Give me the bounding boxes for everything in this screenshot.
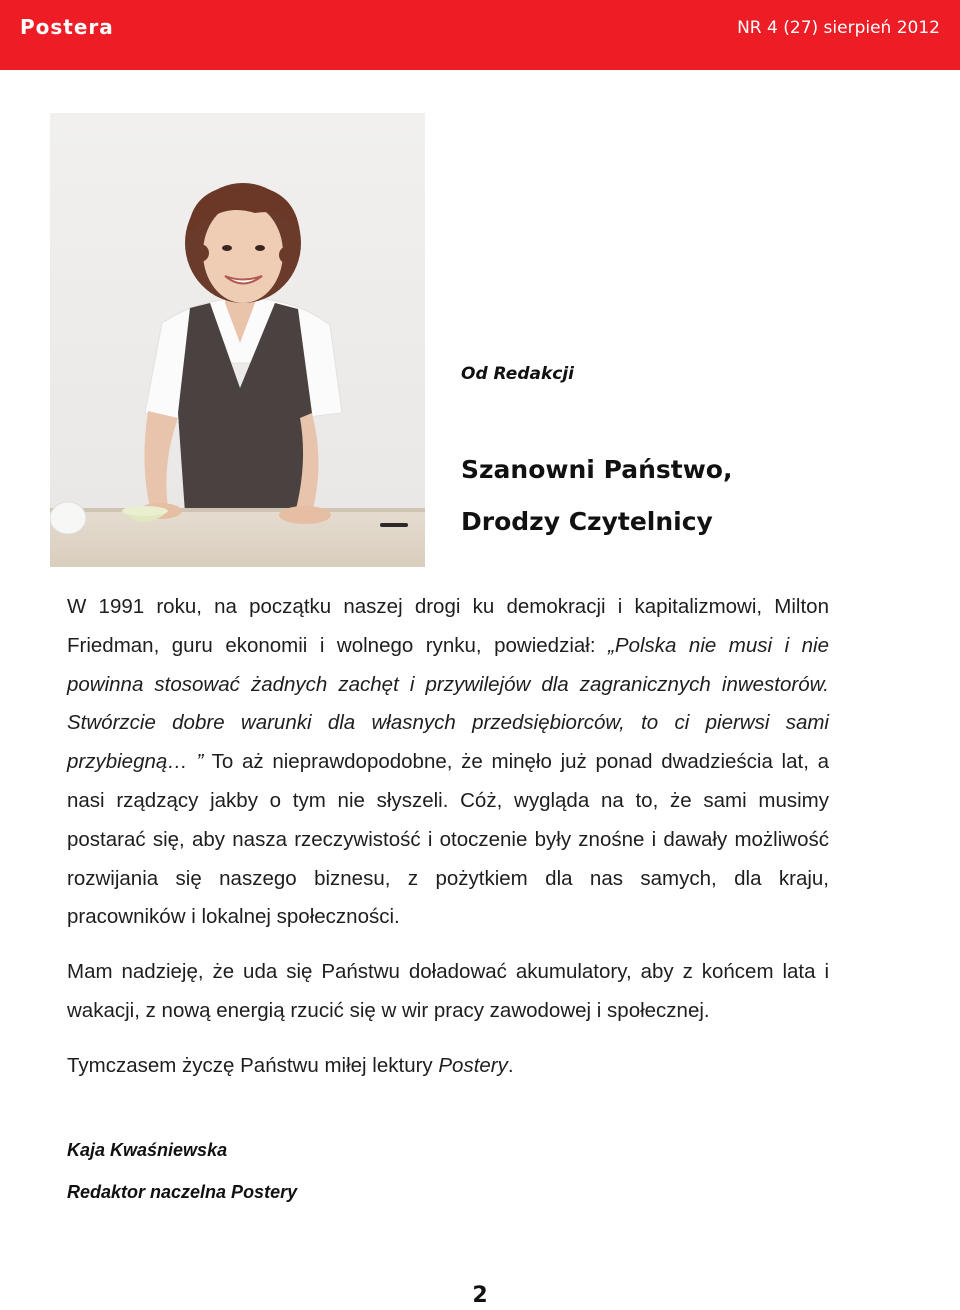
paragraph-3-start: Tymczasem życzę Państwu miłej lektury (67, 1053, 439, 1077)
paragraph-3-end: . (507, 1053, 514, 1077)
paragraph-3 (67, 1047, 829, 1086)
friedman-quote: „Polska nie musi i nie powinna stosować żadnych zachęt i przywilejów dla zagranicznych inwestorów. Stwórzcie dobre warunki dla własnych przedsiębiorców, to ci pierwsi sami przybiegną… ” (67, 633, 829, 774)
section-label: Od Redakcji (461, 364, 574, 384)
issue-info: NR 4 (27) sierpień 2012 (737, 18, 940, 38)
signature-name: Kaja Kwaśniewska (67, 1140, 228, 1160)
brand-title: Postera (20, 15, 114, 39)
signature-role: Redaktor naczelna Postery (67, 1182, 298, 1202)
greeting-line-1: Szanowni Państwo, (461, 455, 733, 484)
paragraph-1-intro: W 1991 roku, na początku naszej drogi ku demokracji i kapitalizmowi, Milton Friedman, guru ekonomii i wolnego rynku, powiedział: (67, 595, 829, 657)
portrait-photo-icon (50, 113, 425, 567)
page-number: 2 (472, 1283, 488, 1308)
signature (67, 1140, 297, 1224)
greeting-heading (461, 444, 732, 548)
paragraph-1 (67, 588, 829, 937)
magazine-title: Postery (438, 1053, 508, 1077)
greeting-line-2: Drodzy Czytelnicy (461, 507, 713, 536)
editorial-body (67, 588, 829, 1086)
editor-photo (50, 113, 425, 567)
paragraph-1-rest: To aż nieprawdopodobne, że minęło już ponad dwadzieścia lat, a nasi rządzący jakby o tym nie słyszeli. Cóż, wygląda na to, że sami musimy postarać się, aby nasza rzeczywistość i otoczenie były znośne i dawały możliwość rozwijania się naszego biznesu, z pożytkiem dla nas samych, dla kraju, pracowników i lokalnej społeczności. (67, 750, 830, 929)
header-bar (0, 0, 960, 70)
paragraph-2: Mam nadzieję, że uda się Państwu doładować akumulatory, aby z końcem lata i wakacji, z nową energią rzucić się w wir pracy zawodowej i społecznej. (67, 960, 829, 1022)
